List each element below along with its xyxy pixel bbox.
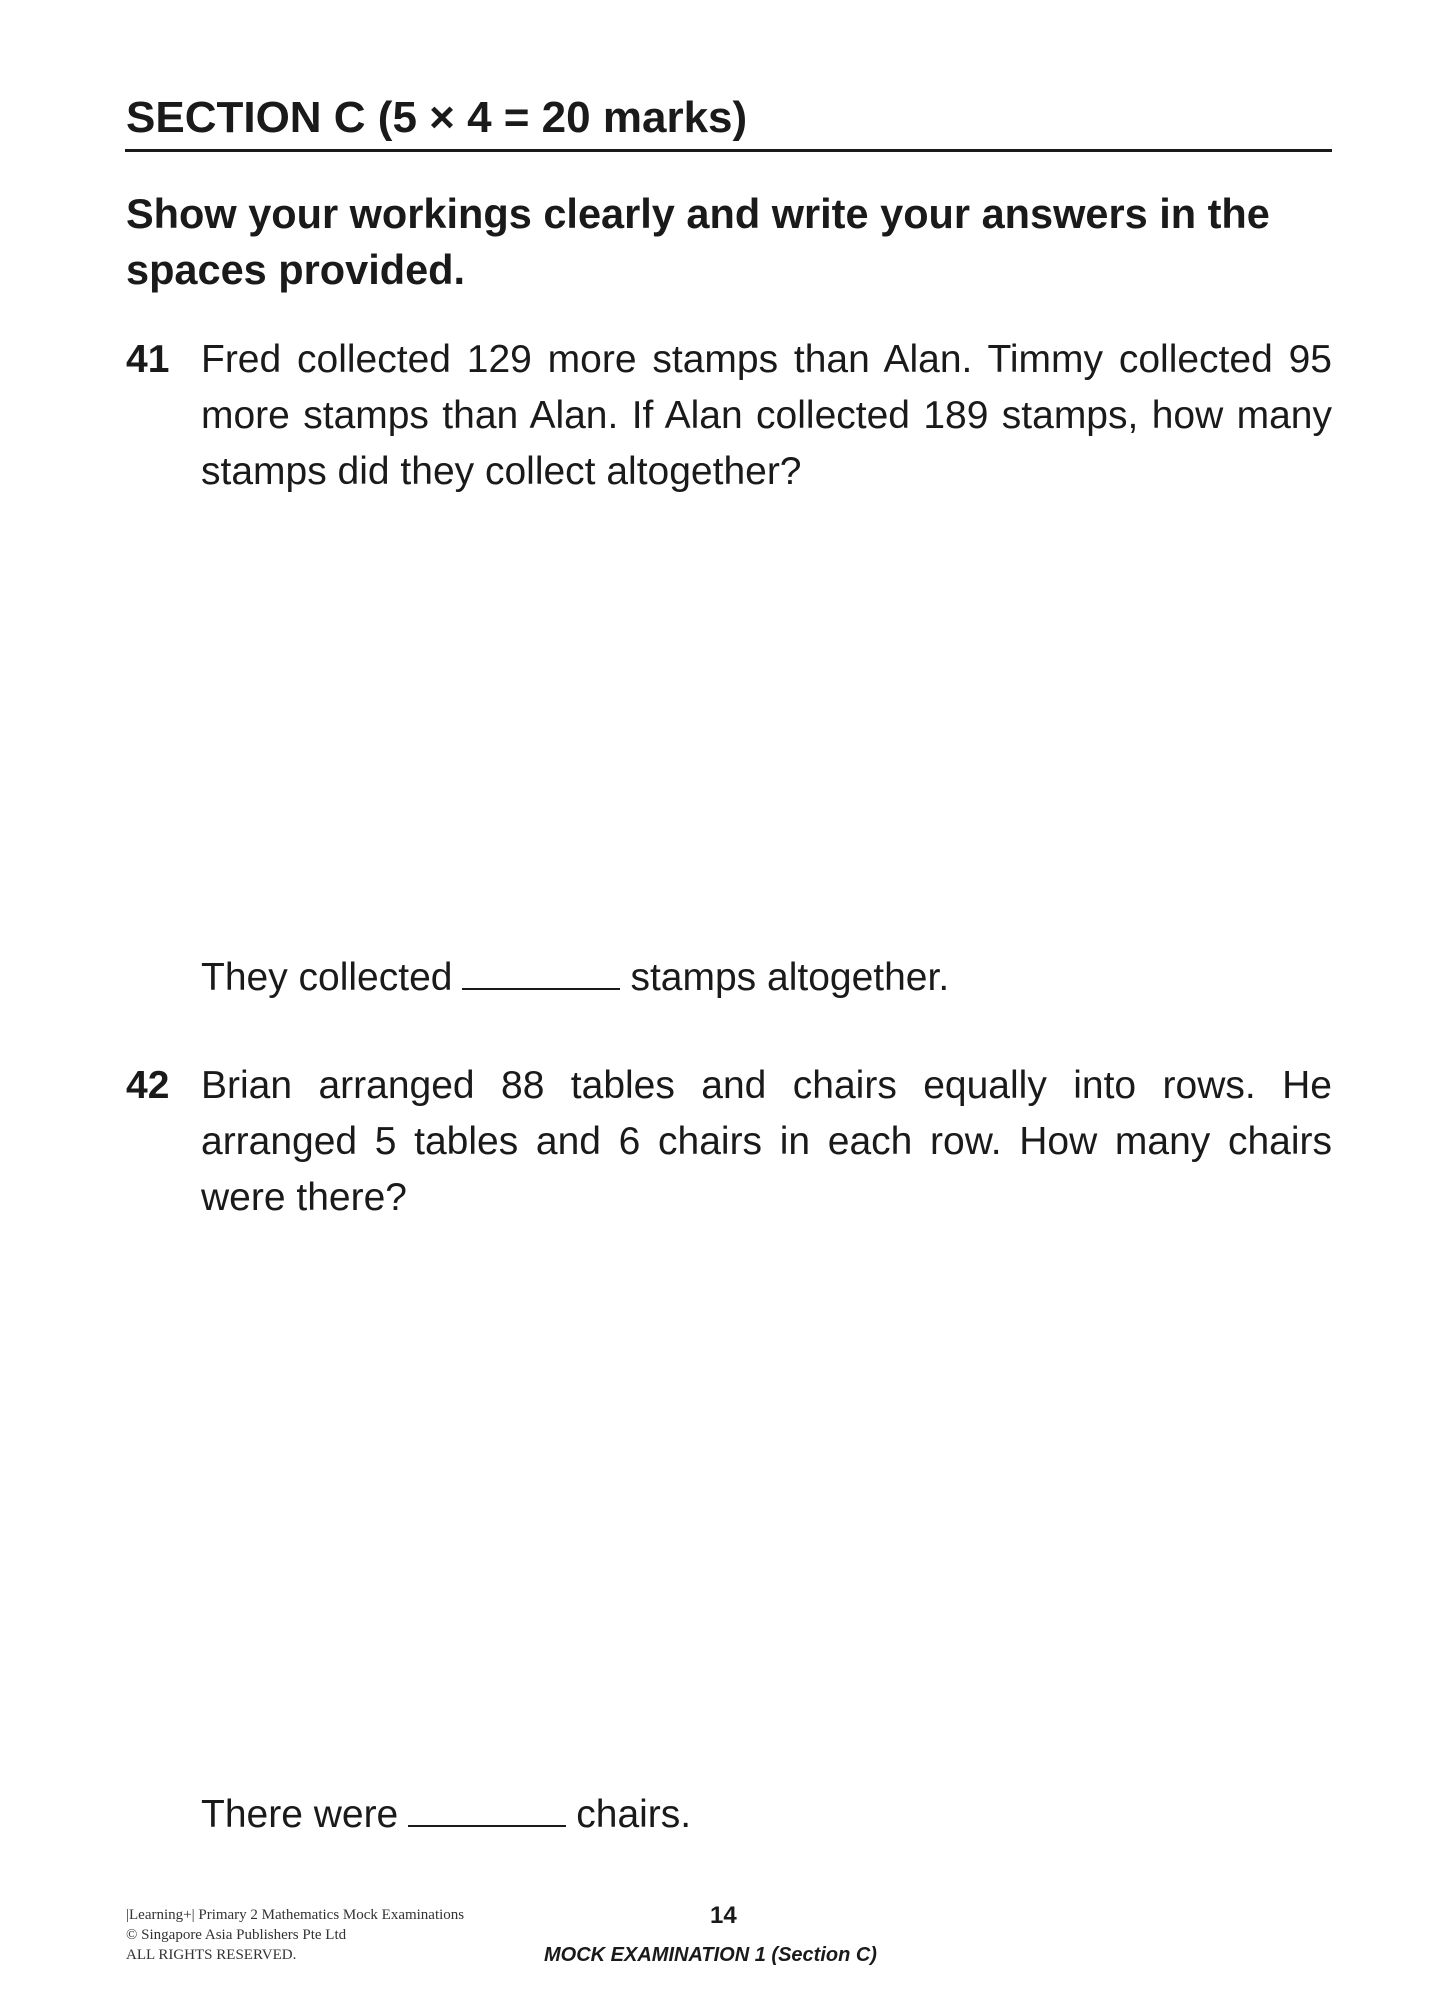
answer-prefix: There were — [201, 1793, 399, 1836]
question-text: Fred collected 129 more stamps than Alan. Timmy collected 95 more stamps than Alan. If Alan collected 189 stamps, how many stamps did they collect altogether? — [201, 338, 1332, 493]
page-number: 14 — [710, 1902, 737, 1929]
instructions: Show your workings clearly and write your answers in the spaces provided. — [126, 190, 1270, 293]
section-title: SECTION C (5 × 4 = 20 marks) — [126, 93, 748, 142]
answer-line-42 — [201, 1787, 691, 1843]
answer-blank[interactable] — [408, 1795, 566, 1827]
footer-rights: ALL RIGHTS RESERVED. — [126, 1947, 297, 1963]
question-text: Brian arranged 88 tables and chairs equally into rows. He arranged 5 tables and 6 chairs in each row. How many chairs were there? — [201, 1064, 1332, 1219]
answer-suffix: stamps altogether. — [630, 956, 950, 999]
question-number: 41 — [126, 338, 170, 381]
answer-blank[interactable] — [462, 958, 620, 990]
footer-publisher-info — [126, 1905, 464, 1965]
answer-line-41 — [201, 950, 949, 1006]
answer-prefix: They collected — [201, 956, 453, 999]
footer-book-title: |Learning+| Primary 2 Mathematics Mock Examinations — [126, 1907, 465, 1923]
section-divider — [125, 149, 1332, 152]
question-number: 42 — [126, 1064, 170, 1107]
footer-copyright: © Singapore Asia Publishers Pte Ltd — [126, 1927, 347, 1943]
exam-section-label: MOCK EXAMINATION 1 (Section C) — [544, 1944, 877, 1966]
answer-suffix: chairs. — [576, 1793, 692, 1836]
